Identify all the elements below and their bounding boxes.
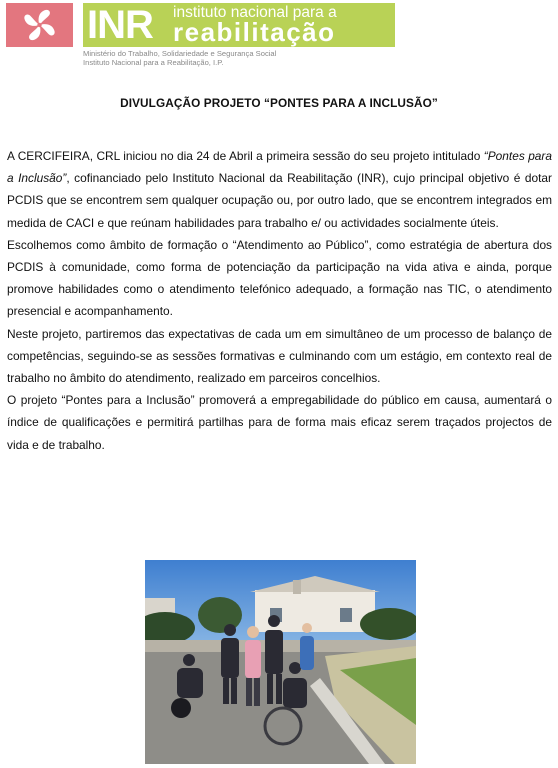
ministry-line-1: Ministério do Trabalho, Solidariedade e Segurança Social	[83, 49, 277, 58]
ministry-line-2: Instituto Nacional para a Reabilitação, I.P.	[83, 58, 224, 67]
paragraph-1-rest: , cofinanciado pelo Instituto Nacional da Reabilitação (INR), cujo principal objetivo é dotar PCDIS que se encontrem sem qualquer ocupação ou, por outro lado, que se encontrem integrados em medida de CACI e que reúnam habilidades para trabalho e/ ou actividades socialmente úteis.	[7, 171, 553, 230]
institute-name-line2: reabilitação	[173, 17, 336, 47]
group-photo	[145, 560, 416, 764]
paragraph-1	[7, 145, 552, 234]
paragraph-1-start: A CERCIFEIRA, CRL iniciou no dia 24 de Abril a primeira sessão do seu projeto intitulado	[7, 149, 484, 163]
paragraph-3: Neste projeto, partiremos das expectativas de cada um em simultâneo de um processo de balanço de competências, seguindo-se as sessões formativas e culminando com um estágio, em contexto real de trabalho no âmbito do atendimento, realizado em parceiros concelhios.	[7, 326, 552, 386]
paragraph-2: Escolhemos como âmbito de formação o “Atendimento ao Público”, como estratégia de abertura dos PCDIS à comunidade, como forma de potenciação da participação na vida ativa e ainda, porque promove habilidades como o atendimento telefónico adequado, a formação nas TIC, o atendimento presencial e acompanhamento.	[7, 237, 552, 319]
pinwheel-icon	[6, 3, 73, 47]
document-body	[7, 145, 552, 456]
group-photo-illustration	[145, 560, 416, 764]
paragraph-4: O projeto “Pontes para a Inclusão” promoverá a empregabilidade do público em causa, aumentará o índice de qualificações e permitirá partilhas para de forma mais eficaz serem traçados projectos de vida e de trabalho.	[7, 393, 552, 452]
document-title: DIVULGAÇÃO PROJETO “PONTES PARA A INCLUSÃO”	[120, 96, 438, 110]
inr-logo-mark: INR	[87, 3, 153, 47]
institute-name-line1: instituto nacional para a	[173, 4, 337, 21]
project-name-italic: “Pontes para a Inclusão”	[7, 149, 552, 186]
inr-logo	[83, 3, 395, 47]
document-header	[0, 0, 558, 80]
